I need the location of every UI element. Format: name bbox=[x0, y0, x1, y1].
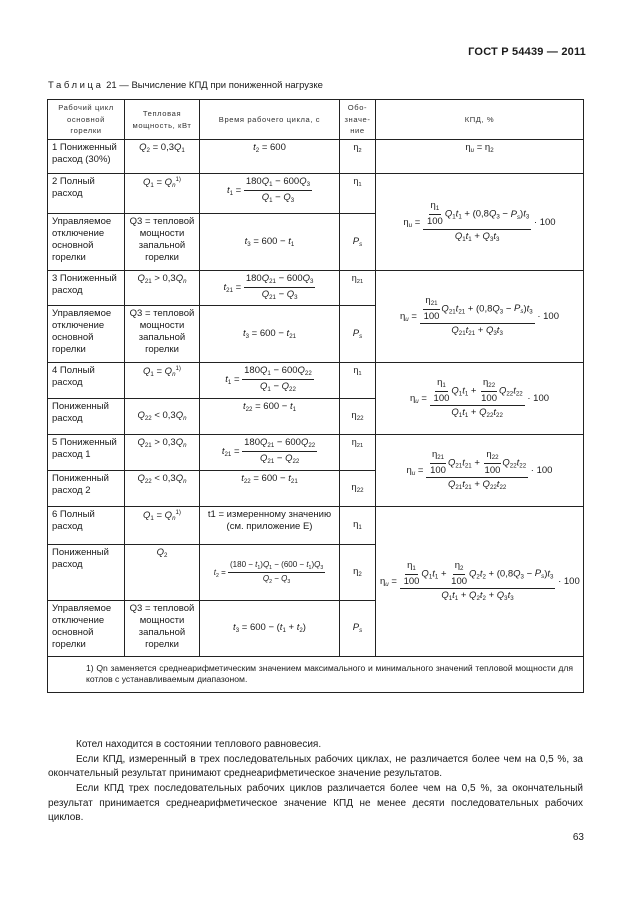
cell-mode: 6 Полный расход bbox=[48, 507, 125, 545]
cell-power: Q3 = тепловой мощности запальной горелки bbox=[125, 214, 200, 271]
cell-symbol: $\eta_1$ bbox=[340, 507, 376, 545]
cell-power: $Q_{22} < 0,3Q_n$ bbox=[125, 399, 200, 435]
cell-symbol: $\eta_{21}$ bbox=[340, 271, 376, 306]
time-annex: (см. приложение E) bbox=[226, 520, 313, 532]
cell-symbol: $\eta_{22}$ bbox=[340, 399, 376, 435]
cell-mode: 2 Полный расход bbox=[48, 174, 125, 214]
cell-eff: $\eta_u = \eta_2$ bbox=[376, 140, 584, 174]
col-mode: Рабочий цикл основной горелки bbox=[48, 100, 125, 140]
table-row bbox=[48, 140, 584, 174]
cell-mode: Пониженный расход bbox=[48, 399, 125, 435]
caption-number: 21 bbox=[106, 80, 117, 91]
cell-time: $t_{21}$ = $\frac{180Q_{21} - 600Q_{22}}{Q_{21} - Q_{22}}$ bbox=[200, 435, 340, 471]
cell-mode: Пониженный расход 2 bbox=[48, 471, 125, 507]
cell-mode: 3 Пониженный расход bbox=[48, 271, 125, 306]
paragraph: Если КПД трех последовательных рабочих циклов различается более чем на 0,5 %, за окончательный результат принимается среднеарифметическое значение КПД не менее десяти последовательных рабочих циклов. bbox=[48, 783, 583, 824]
standard-number: ГОСТ Р 54439 — 2011 bbox=[468, 46, 586, 58]
table-row bbox=[48, 271, 584, 306]
col-eff: КПД, % bbox=[376, 100, 584, 140]
footnote-row bbox=[48, 657, 584, 693]
cell-time: $t_2$ = $\frac{(180 - t_1)Q_1 - (600 - t_1)Q_3}{Q_2 - Q_3}$ bbox=[200, 545, 340, 601]
cell-mode: Пониженный расход bbox=[48, 545, 125, 601]
cell-symbol: $\eta_1$ bbox=[340, 363, 376, 399]
table-header-row bbox=[48, 100, 584, 140]
cell-mode: 4 Полный расход bbox=[48, 363, 125, 399]
table-row bbox=[48, 507, 584, 545]
cell-symbol: $P_s$ bbox=[340, 601, 376, 657]
table-row bbox=[48, 174, 584, 214]
time-measured: t1 = измеренному значению bbox=[207, 509, 332, 520]
cell-power: $Q_2 = 0,3Q_1$ bbox=[125, 140, 200, 174]
table-row bbox=[48, 363, 584, 399]
cell-symbol: $\eta_{21}$ bbox=[340, 435, 376, 471]
cell-time: $t_1$ = $\frac{180Q_1 - 600Q_{22}}{Q_1 - Q_{22}}$ bbox=[200, 363, 340, 399]
caption-title: — Вычисление КПД при пониженной нагрузке bbox=[116, 80, 323, 91]
cell-power: Q3 = тепловой мощности запальной горелки bbox=[125, 601, 200, 657]
page-number: 63 bbox=[572, 832, 584, 843]
cell-power: $Q_{21} > 0,3Q_n$ bbox=[125, 435, 200, 471]
cell-eff-formula: $\eta_u$ = $\frac{\eta_1}{100}$ $Q_1t_1$ + $\frac{\eta_{22}}{100}$ $Q_{22}t_{22}$ $Q_1t_1 + Q_{22}t_{22}$ · 100 bbox=[376, 363, 584, 435]
col-power: Тепловая мощность, кВт bbox=[125, 100, 200, 140]
cell-time: $t_1$ = $\frac{180Q_1 - 600Q_3}{Q_1 - Q_3}$ bbox=[200, 174, 340, 214]
cell-mode: 5 Пониженный расход 1 bbox=[48, 435, 125, 471]
cell-power: $Q_1 = Q_n^{1)}$ bbox=[125, 507, 200, 545]
cell-time: $t_{21}$ = $\frac{180Q_{21} - 600Q_3}{Q_{21} - Q_3}$ bbox=[200, 271, 340, 306]
cell-time: $t_3 = 600 - (t_1 + t_2)$ bbox=[200, 601, 340, 657]
cell-power: $Q_1 = Q_n^{1)}$ bbox=[125, 363, 200, 399]
col-time: Время рабочего цикла, с bbox=[200, 100, 340, 140]
cell-mode: 1 Пониженный расход (30%) bbox=[48, 140, 125, 174]
cell-time: $t_{22} = 600 - t_1$ bbox=[200, 399, 340, 435]
table-row bbox=[48, 435, 584, 471]
cell-mode: Управляемое отключение основной горелки bbox=[48, 601, 125, 657]
footnote bbox=[48, 657, 584, 693]
footnote-text: 1) Qn заменяется среднеарифметическим значением максимального и минимального значений тепловой мощности для котлов с устанавливаемым диапазоном. bbox=[86, 663, 573, 684]
cell-eff-formula: $\eta_u$ = $\frac{\eta_{21}}{100}$ $Q_{21}t_{21} + (0,8Q_3 - P_s)t_3$ $Q_{21}t_{21} + Q_3t_3$ · 100 bbox=[376, 271, 584, 363]
cell-symbol: $\eta_2$ bbox=[340, 545, 376, 601]
cell-power: $Q_1 = Q_n^{1)}$ bbox=[125, 174, 200, 214]
cell-symbol: $\eta_{22}$ bbox=[340, 471, 376, 507]
cell-symbol: $P_s$ bbox=[340, 306, 376, 363]
cell-time: $t_3 = 600 - t_1$ bbox=[200, 214, 340, 271]
efficiency-table bbox=[47, 99, 584, 693]
cell-mode: Управляемое отключение основной горелки bbox=[48, 214, 125, 271]
cell-eff-formula: $\eta_u$ = $\frac{\eta_{21}}{100}$ $Q_{21}t_{21}$ + $\frac{\eta_{22}}{100}$ $Q_{22}t_{22}$ $Q_{21}t_{21} + Q_{22}t_{22}$ · 100 bbox=[376, 435, 584, 507]
cell-power: $Q_{22} < 0,3Q_n$ bbox=[125, 471, 200, 507]
cell-power: $Q_2$ bbox=[125, 545, 200, 601]
cell-symbol: $\eta_2$ bbox=[340, 140, 376, 174]
cell-time bbox=[200, 507, 340, 545]
cell-symbol: $\eta_1$ bbox=[340, 174, 376, 214]
body-text bbox=[48, 738, 583, 826]
paragraph: Если КПД, измеренный в трех последовательных рабочих циклах, не различается более чем на 0,5 %, за окончательный результат принимают среднеарифметическое значение результатов. bbox=[48, 753, 583, 780]
cell-power: Q3 = тепловой мощности запальной горелки bbox=[125, 306, 200, 363]
cell-symbol: $P_s$ bbox=[340, 214, 376, 271]
cell-eff-formula: $\eta_u$ = $\frac{\eta_1}{100}$ $Q_1t_1$ + $\frac{\eta_2}{100}$ $Q_2t_2 + (0,8Q_3 - P_s)t_3$ $Q_1t_1 + Q_2t_2 + Q_3t_3$ · 100 bbox=[376, 507, 584, 657]
cell-time: $t_2 = 600$ bbox=[200, 140, 340, 174]
caption-word: Таблица bbox=[48, 80, 104, 91]
table-caption bbox=[48, 80, 323, 91]
cell-mode: Управляемое отключение основной горелки bbox=[48, 306, 125, 363]
cell-time: $t_{22} = 600 - t_{21}$ bbox=[200, 471, 340, 507]
cell-time: $t_3 = 600 - t_{21}$ bbox=[200, 306, 340, 363]
cell-power: $Q_{21} > 0,3Q_n$ bbox=[125, 271, 200, 306]
col-symbol: Обо-значе-ние bbox=[340, 100, 376, 140]
paragraph: Котел находится в состоянии теплового равновесия. bbox=[76, 739, 322, 750]
cell-eff-formula: $\eta_u$ = $\frac{\eta_1}{100}$ $Q_1t_1 + (0,8Q_3 - P_s)t_3$ $Q_1t_1 + Q_3t_3$ · 100 bbox=[376, 174, 584, 271]
